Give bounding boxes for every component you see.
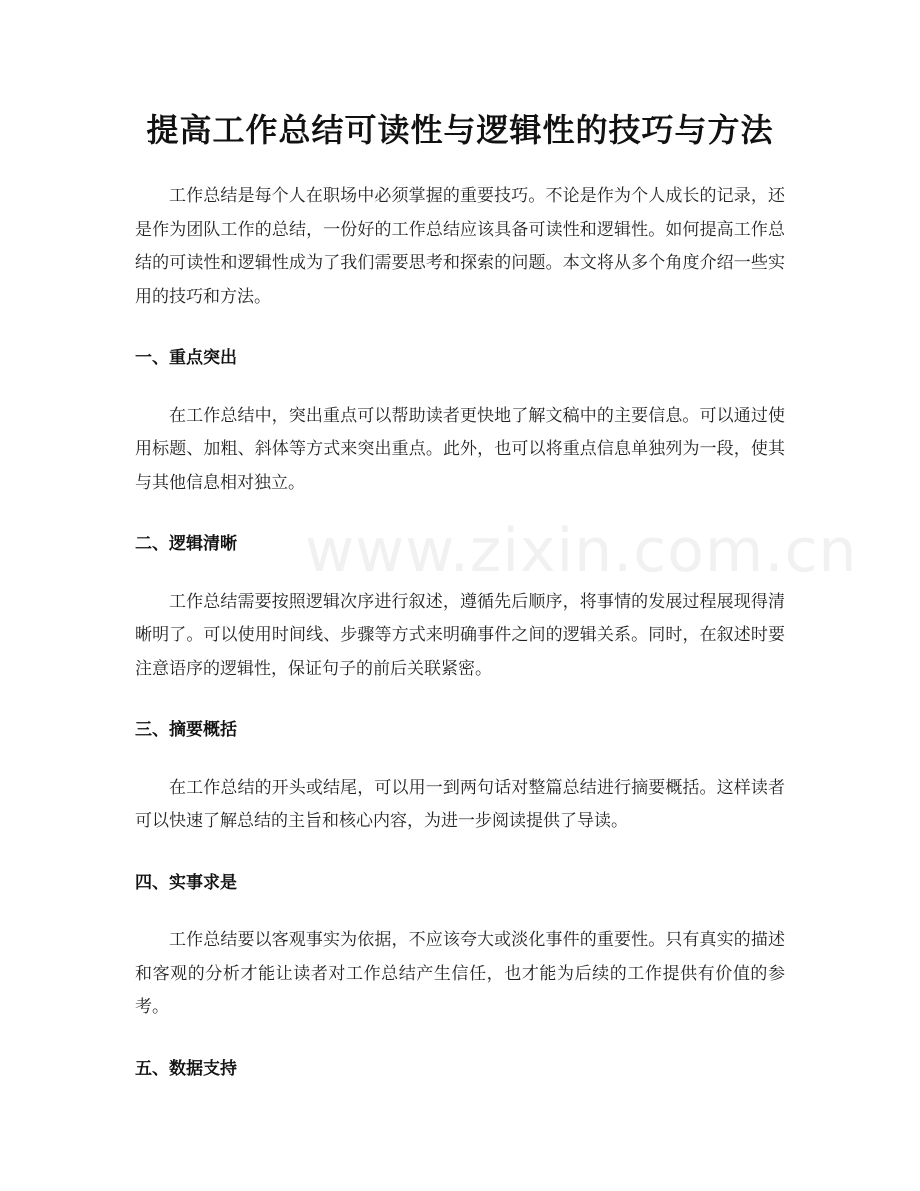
intro-paragraph: 工作总结是每个人在职场中必须掌握的重要技巧。不论是作为个人成长的记录，还是作为团队工作的总结，一份好的工作总结应该具备可读性和逻辑性。如何提高工作总结的可读性和逻辑性成为了我们需要思考和探索的问题。本文将从多个角度介绍一些实用的技巧和方法。 xyxy=(135,186,785,307)
section-heading-4: 四、实事求是 xyxy=(135,872,237,893)
section-heading-3: 三、摘要概括 xyxy=(135,720,237,740)
section-body-1: 在工作总结中，突出重点可以帮助读者更快地了解文稿中的主要信息。可以通过使用标题、加粗、斜体等方式来突出重点。此外，也可以将重点信息单独列为一段，使其与其他信息相对独立。 xyxy=(135,405,785,493)
section-heading-5: 五、数据支持 xyxy=(135,1058,237,1079)
document-title: 提高工作总结可读性与逻辑性的技巧与方法 xyxy=(146,111,774,149)
section-heading-1: 一、重点突出 xyxy=(135,348,237,368)
section-body-4: 工作总结要以客观事实为依据，不应该夸大或淡化事件的重要性。只有真实的描述和客观的分析才能让读者对工作总结产生信任，也才能为后续的工作提供有价值的参考。 xyxy=(135,930,785,1017)
document-body xyxy=(135,180,858,1086)
watermark-text: www.zixin.com.cn xyxy=(305,516,858,586)
section-body-2: 工作总结需要按照逻辑次序进行叙述，遵循先后顺序，将事情的发展过程展现得清晰明了。可以使用时间线、步骤等方式来明确事件之间的逻辑关系。同时，在叙述时要注意语序的逻辑性，保证句子的前后关联紧密。 xyxy=(135,591,785,679)
section-body-3: 在工作总结的开头或结尾，可以用一到两句话对整篇总结进行摘要概括。这样读者可以快速了解总结的主旨和核心内容，为进一步阅读提供了导读。 xyxy=(135,777,785,831)
section-heading-2: 二、逻辑清晰 xyxy=(135,534,237,554)
